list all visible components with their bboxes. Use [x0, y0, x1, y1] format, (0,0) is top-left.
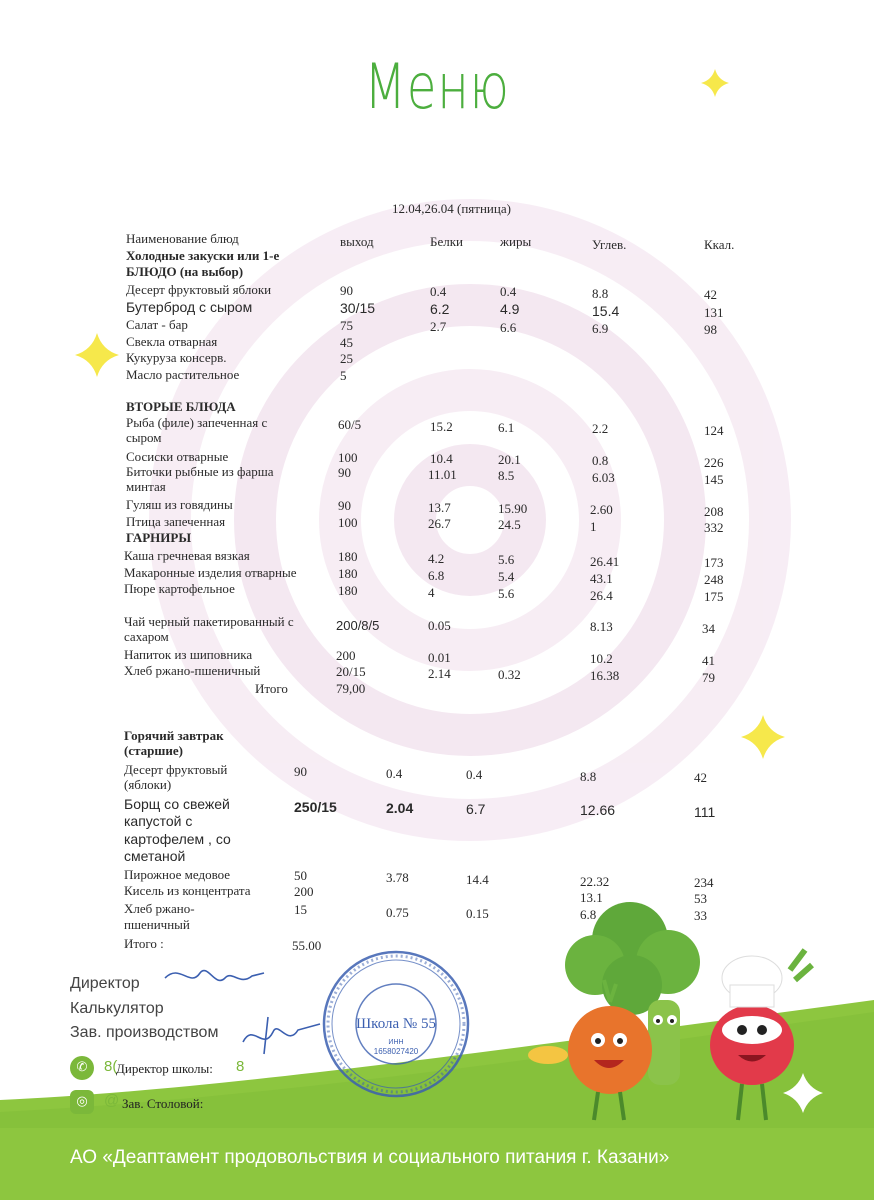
- dish-kcal: 145: [704, 472, 724, 487]
- dish-carb: 2.60: [590, 502, 613, 517]
- dish-kcal: 175: [704, 589, 724, 604]
- social-handle-partial: @: [104, 1092, 120, 1109]
- section-title: БЛЮДО (на выбор): [126, 264, 244, 279]
- dish-out: 20/15: [336, 664, 366, 679]
- dish-prot: 26.7: [428, 516, 451, 531]
- header-fat: жиры: [500, 234, 532, 249]
- canteen-head-label: Зав. Столовой:: [122, 1096, 204, 1111]
- dish-kcal: 234: [694, 875, 714, 890]
- dish-carb: 15.4: [592, 303, 620, 319]
- dish-kcal: 42: [694, 770, 707, 785]
- instagram-icon: ◎: [70, 1090, 94, 1114]
- vegetable-mascots-illustration: [520, 880, 820, 1130]
- dish-out: 90: [338, 465, 351, 480]
- dish-fat: 5.6: [498, 586, 515, 601]
- signature-director-label: Директор: [70, 975, 140, 992]
- dish-fat: 20.1: [498, 452, 521, 467]
- header-prot: Белки: [430, 234, 463, 249]
- section-title: Холодные закуски или 1-е: [126, 248, 280, 263]
- dish-carb: 0.8: [592, 453, 609, 468]
- dish-name-cont: капустой с: [124, 813, 193, 829]
- dish-out: 90: [340, 283, 353, 298]
- dish-fat: 6.7: [466, 801, 486, 817]
- total-value: 55.00: [292, 938, 322, 953]
- total-label: Итого :: [124, 936, 164, 951]
- dish-fat: 6.6: [500, 320, 517, 335]
- dish-fat: 5.4: [498, 569, 515, 584]
- dish-name-cont: сыром: [126, 430, 162, 445]
- phone-icon: ✆: [70, 1056, 94, 1080]
- dish-prot: 15.2: [430, 419, 453, 434]
- dish-out: 200: [294, 884, 314, 899]
- dish-prot: 6.2: [430, 301, 450, 317]
- dish-out: 30/15: [340, 300, 376, 316]
- dish-kcal: 248: [704, 572, 724, 587]
- dish-name: Хлеб ржано-: [124, 901, 195, 916]
- stamp-inn-label: ИНН: [388, 1039, 404, 1046]
- dish-name: Пюре картофельное: [124, 581, 235, 596]
- dish-name: Салат - бар: [126, 317, 188, 332]
- dish-carb: 22.32: [580, 874, 610, 889]
- dish-prot: 2.04: [386, 800, 414, 816]
- dish-prot: 0.4: [430, 284, 447, 299]
- header-out: выход: [340, 234, 374, 249]
- dish-name: Масло растительное: [126, 367, 240, 382]
- dish-carb: 13.1: [580, 890, 603, 905]
- dish-kcal: 131: [704, 305, 724, 320]
- footer-organization: АО «Деаптамент продовольствия и социального питания г. Казани»: [70, 1147, 670, 1168]
- dish-fat: 6.1: [498, 420, 515, 435]
- dish-fat: 0.4: [500, 284, 517, 299]
- dish-name: Десерт фруктовый яблоки: [126, 282, 272, 297]
- dish-carb: 26.4: [590, 588, 613, 603]
- dish-out: 15: [294, 902, 307, 917]
- dish-fat: 5.6: [498, 552, 515, 567]
- dish-prot: 10.4: [430, 451, 453, 466]
- dish-kcal: 124: [704, 423, 724, 438]
- stamp-inn: 1658027420: [373, 1047, 419, 1056]
- dish-out: 180: [338, 549, 358, 564]
- dish-name: Гуляш из говядины: [126, 497, 233, 512]
- dish-kcal: 42: [704, 287, 717, 302]
- dish-carb: 8.8: [592, 286, 609, 301]
- dish-kcal: 41: [702, 653, 715, 668]
- dish-carb: 43.1: [590, 571, 613, 586]
- dish-fat: 24.5: [498, 517, 521, 532]
- dish-name: Птица запеченная: [126, 514, 226, 529]
- dish-name: Борщ со свежей: [124, 796, 230, 812]
- dish-out: 60/5: [338, 417, 362, 432]
- dish-prot: 4: [428, 585, 435, 600]
- total-value: 79,00: [336, 681, 366, 696]
- dish-name: Макаронные изделия отварные: [124, 565, 297, 580]
- stamp-school: Школа № 55: [356, 1016, 436, 1032]
- dish-out: 75: [340, 318, 353, 333]
- section-title: (старшие): [124, 743, 183, 758]
- dish-prot: 0.4: [386, 766, 403, 781]
- sparkle-icon: [780, 1070, 826, 1116]
- dish-carb: 10.2: [590, 651, 613, 666]
- dish-name: Хлеб ржано-пшеничный: [124, 663, 261, 678]
- dish-carb: 16.38: [590, 668, 620, 683]
- phone-number-partial: 8(: [104, 1058, 118, 1075]
- dish-kcal: 98: [704, 322, 717, 337]
- dish-fat: 8.5: [498, 468, 515, 483]
- dish-prot: 13.7: [428, 500, 451, 515]
- header-carb: Углев.: [592, 237, 627, 252]
- dish-fat: 0.4: [466, 767, 483, 782]
- dish-prot: 0.75: [386, 905, 409, 920]
- dish-carb: 26.41: [590, 554, 620, 569]
- dish-prot: 0.05: [428, 618, 451, 633]
- dish-name: Сосиски отварные: [126, 449, 229, 464]
- handwritten-signature: [238, 1012, 328, 1057]
- dish-out: 250/15: [294, 799, 337, 815]
- dish-name: Кисель из концентрата: [124, 883, 251, 898]
- dish-kcal: 208: [704, 504, 724, 519]
- dish-out: 90: [294, 764, 307, 779]
- dish-kcal: 33: [694, 908, 707, 923]
- dish-fat: 15.90: [498, 501, 528, 516]
- school-stamp: [318, 948, 474, 1100]
- dish-carb: 12.66: [580, 802, 616, 818]
- dish-out: 100: [338, 515, 358, 530]
- dish-carb: 8.8: [580, 769, 597, 784]
- dish-out: 180: [338, 566, 358, 581]
- dish-name-cont: сметаной: [124, 848, 186, 864]
- dish-name: Пирожное медовое: [124, 867, 231, 882]
- school-director-label: Директор школы:: [116, 1061, 213, 1076]
- dish-carb: 6.8: [580, 907, 597, 922]
- phone-number-tail: 8: [236, 1058, 245, 1075]
- dish-name: Десерт фруктовый: [124, 762, 228, 777]
- dish-name-cont: пшеничный: [124, 917, 190, 932]
- dish-out: 200: [336, 648, 356, 663]
- dish-prot: 6.8: [428, 568, 445, 583]
- dish-out: 200/8/5: [336, 618, 380, 633]
- dish-name: Рыба (филе) запеченная с: [126, 415, 268, 430]
- dish-kcal: 332: [704, 520, 724, 535]
- dish-kcal: 79: [702, 670, 715, 685]
- dish-carb: 6.03: [592, 470, 615, 485]
- dish-name-cont: минтая: [126, 479, 166, 494]
- dish-name: Каша гречневая вязкая: [124, 548, 250, 563]
- dish-kcal: 53: [694, 891, 707, 906]
- dish-prot: 2.14: [428, 666, 451, 681]
- dish-carb: 6.9: [592, 321, 609, 336]
- dish-kcal: 34: [702, 621, 715, 636]
- dish-fat: 4.9: [500, 301, 520, 317]
- dish-carb: 1: [590, 519, 597, 534]
- header-kcal: Ккал.: [704, 237, 735, 252]
- dish-fat: 0.32: [498, 667, 521, 682]
- section-title: ГАРНИРЫ: [126, 530, 192, 545]
- dish-out: 25: [340, 351, 353, 366]
- dish-name: Чай черный пакетированный с: [124, 614, 294, 629]
- dish-out: 180: [338, 583, 358, 598]
- dish-name: Напиток из шиповника: [124, 647, 253, 662]
- dish-prot: 2.7: [430, 319, 447, 334]
- dish-out: 50: [294, 868, 307, 883]
- section-title: Горячий завтрак: [124, 728, 224, 743]
- signature-production-label: Зав. производством: [70, 1024, 219, 1041]
- dish-kcal: 111: [694, 804, 716, 820]
- dish-name: Бутерброд с сыром: [126, 299, 253, 315]
- dish-prot: 0.01: [428, 650, 451, 665]
- handwritten-signature: [160, 958, 270, 998]
- dish-out: 45: [340, 335, 353, 350]
- dish-name-cont: (яблоки): [124, 777, 172, 792]
- dish-prot: 11.01: [428, 467, 457, 482]
- dish-out: 90: [338, 498, 351, 513]
- dish-name: Свекла отварная: [126, 334, 218, 349]
- header-name: Наименование блюд: [126, 231, 239, 246]
- dish-kcal: 226: [704, 455, 724, 470]
- dish-name: Кукуруза консерв.: [126, 350, 227, 365]
- dish-fat: 0.15: [466, 906, 489, 921]
- dish-carb: 8.13: [590, 619, 613, 634]
- dish-kcal: 173: [704, 555, 724, 570]
- page-title: Меню: [364, 50, 510, 123]
- dish-carb: 2.2: [592, 421, 609, 436]
- menu-date: 12.04,26.04 (пятница): [392, 201, 511, 216]
- dish-fat: 14.4: [466, 872, 489, 887]
- section-title: ВТОРЫЕ БЛЮДА: [126, 399, 236, 414]
- dish-prot: 3.78: [386, 870, 409, 885]
- dish-name: Биточки рыбные из фарша: [126, 464, 274, 479]
- total-label: Итого: [255, 681, 288, 696]
- dish-name-cont: сахаром: [124, 629, 169, 644]
- dish-name-cont: картофелем , со: [124, 831, 231, 847]
- signature-calculator-label: Калькулятор: [70, 1000, 164, 1017]
- dish-out: 100: [338, 450, 358, 465]
- dish-prot: 4.2: [428, 551, 445, 566]
- dish-out: 5: [340, 368, 347, 383]
